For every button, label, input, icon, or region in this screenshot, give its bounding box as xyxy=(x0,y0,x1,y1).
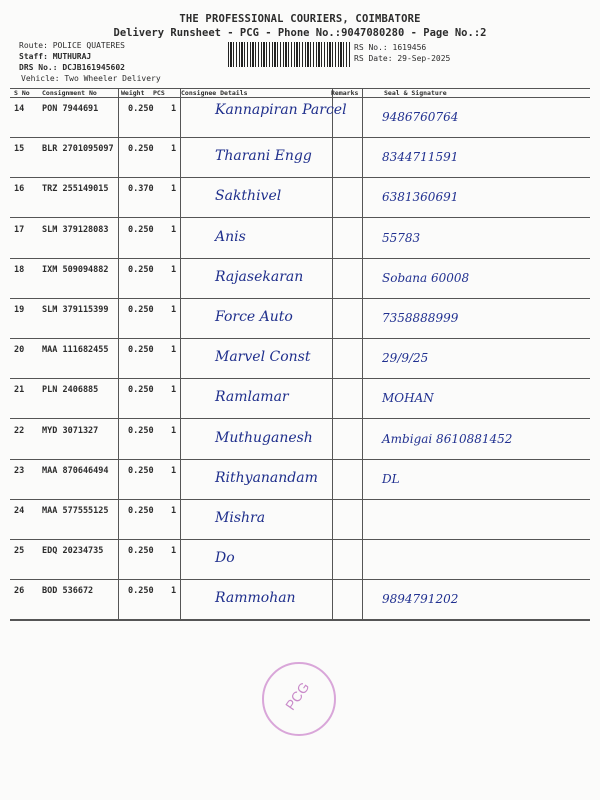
row-sno: 14 xyxy=(14,104,25,114)
row-consignee-handwritten: Muthuganesh xyxy=(215,430,313,446)
row-consignee-handwritten: Kannapiran Parcel xyxy=(215,102,347,118)
row-pcs: 1 xyxy=(171,184,177,194)
row-pcs: 1 xyxy=(171,586,177,596)
row-signature: 7358888999 xyxy=(382,311,459,325)
stamp-text: PCG xyxy=(281,678,313,714)
row-sno: 19 xyxy=(14,305,25,315)
row-consignee-handwritten: Tharani Engg xyxy=(215,148,312,164)
row-consignment-no: BLR 2701095097 xyxy=(42,144,114,154)
row-pcs: 1 xyxy=(171,345,177,355)
row-consignment-no: MAA 111682455 xyxy=(42,345,109,355)
vehicle-label: Vehicle: Two Wheeler Delivery xyxy=(21,74,161,83)
row-weight: 0.250 xyxy=(128,225,154,235)
row-weight: 0.250 xyxy=(128,546,154,556)
row-signature: 6381360691 xyxy=(382,190,459,204)
row-consignee-handwritten: Marvel Const xyxy=(215,349,311,365)
row-consignment-no: SLM 379128083 xyxy=(42,225,109,235)
pcg-stamp xyxy=(262,662,336,736)
table-row xyxy=(10,540,590,580)
row-divider xyxy=(10,217,590,218)
row-consignment-no: SLM 379115399 xyxy=(42,305,109,315)
row-sno: 17 xyxy=(14,225,25,235)
row-consignment-no: PLN 2406885 xyxy=(42,385,99,395)
row-weight: 0.250 xyxy=(128,586,154,596)
row-consignment-no: EDQ 20234735 xyxy=(42,546,104,556)
table-row xyxy=(10,420,590,460)
row-consignment-no: MAA 577555125 xyxy=(42,506,109,516)
row-pcs: 1 xyxy=(171,426,177,436)
row-signature: DL xyxy=(382,472,400,486)
col-header-consignee: Consignee Details xyxy=(181,89,248,97)
row-pcs: 1 xyxy=(171,265,177,275)
row-consignee-handwritten: Ramlamar xyxy=(215,389,289,405)
staff-label: Staff: MUTHURAJ xyxy=(19,52,92,61)
row-sno: 26 xyxy=(14,586,25,596)
row-consignment-no: PON 7944691 xyxy=(42,104,99,114)
row-sno: 16 xyxy=(14,184,25,194)
row-weight: 0.250 xyxy=(128,144,154,154)
row-pcs: 1 xyxy=(171,466,177,476)
table-row xyxy=(10,98,590,138)
row-signature: MOHAN xyxy=(382,391,434,405)
row-sno: 22 xyxy=(14,426,25,436)
runsheet-subtitle: Delivery Runsheet - PCG - Phone No.:9047080280 - Page No.:2 xyxy=(113,27,487,39)
row-signature: 9486760764 xyxy=(382,110,459,124)
col-header-sno: S No xyxy=(14,89,30,97)
row-signature: 8344711591 xyxy=(382,150,459,164)
row-consignment-no: IXM 509094882 xyxy=(42,265,109,275)
row-pcs: 1 xyxy=(171,305,177,315)
row-signature: 9894791202 xyxy=(382,592,459,606)
row-consignee-handwritten: Rammohan xyxy=(215,590,296,606)
row-signature: 55783 xyxy=(382,231,421,245)
row-sno: 23 xyxy=(14,466,25,476)
col-header-weight: Weight xyxy=(121,89,145,97)
rs-number: RS No.: 1619456 xyxy=(354,43,427,52)
row-weight: 0.250 xyxy=(128,466,154,476)
barcode xyxy=(228,42,350,67)
row-consignee-handwritten: Force Auto xyxy=(215,309,293,325)
row-weight: 0.250 xyxy=(128,506,154,516)
row-consignee-handwritten: Rajasekaran xyxy=(215,269,304,285)
table-row xyxy=(10,138,590,178)
table-row xyxy=(10,178,590,218)
row-pcs: 1 xyxy=(171,546,177,556)
table-row xyxy=(10,339,590,379)
row-pcs: 1 xyxy=(171,225,177,235)
table-bottom-border xyxy=(10,620,590,621)
row-weight: 0.250 xyxy=(128,305,154,315)
row-consignment-no: MAA 870646494 xyxy=(42,466,109,476)
row-sno: 25 xyxy=(14,546,25,556)
row-signature: Ambigai 8610881452 xyxy=(382,432,513,446)
table-row xyxy=(10,219,590,259)
row-consignment-no: TRZ 255149015 xyxy=(42,184,109,194)
row-pcs: 1 xyxy=(171,385,177,395)
table-row xyxy=(10,500,590,540)
route-label: Route: POLICE QUATERES xyxy=(19,41,125,50)
row-sno: 24 xyxy=(14,506,25,516)
table-row xyxy=(10,259,590,299)
row-pcs: 1 xyxy=(171,144,177,154)
row-consignment-no: BOD 536672 xyxy=(42,586,94,596)
row-consignment-no: MYD 3071327 xyxy=(42,426,99,436)
row-weight: 0.250 xyxy=(128,104,154,114)
row-weight: 0.250 xyxy=(128,345,154,355)
row-pcs: 1 xyxy=(171,104,177,114)
row-weight: 0.250 xyxy=(128,385,154,395)
row-consignee-handwritten: Do xyxy=(215,550,235,566)
row-divider xyxy=(10,418,590,419)
row-sno: 18 xyxy=(14,265,25,275)
row-consignee-handwritten: Anis xyxy=(215,229,246,245)
table-top-border xyxy=(10,88,590,89)
row-weight: 0.250 xyxy=(128,426,154,436)
col-header-pcs: PCS xyxy=(153,89,165,97)
table-row xyxy=(10,379,590,419)
row-weight: 0.370 xyxy=(128,184,154,194)
row-consignee-handwritten: Mishra xyxy=(215,510,266,526)
row-signature: Sobana 60008 xyxy=(382,271,470,285)
table-row xyxy=(10,460,590,500)
table-row xyxy=(10,580,590,620)
row-sno: 20 xyxy=(14,345,25,355)
col-header-seal: Seal & Signature xyxy=(384,89,447,97)
row-pcs: 1 xyxy=(171,506,177,516)
drs-label: DRS No.: DCJB161945602 xyxy=(19,63,125,72)
row-consignee-handwritten: Sakthivel xyxy=(215,188,282,204)
col-header-remarks: Remarks xyxy=(331,89,359,97)
row-signature: 29/9/25 xyxy=(382,351,429,365)
table-row xyxy=(10,299,590,339)
row-consignee-handwritten: Rithyanandam xyxy=(215,470,318,486)
row-weight: 0.250 xyxy=(128,265,154,275)
rs-date: RS Date: 29-Sep-2025 xyxy=(354,54,451,63)
row-divider xyxy=(10,619,590,620)
row-sno: 15 xyxy=(14,144,25,154)
company-title: THE PROFESSIONAL COURIERS, COIMBATORE xyxy=(179,13,421,25)
row-sno: 21 xyxy=(14,385,25,395)
col-header-consignment: Consignment No xyxy=(42,89,97,97)
